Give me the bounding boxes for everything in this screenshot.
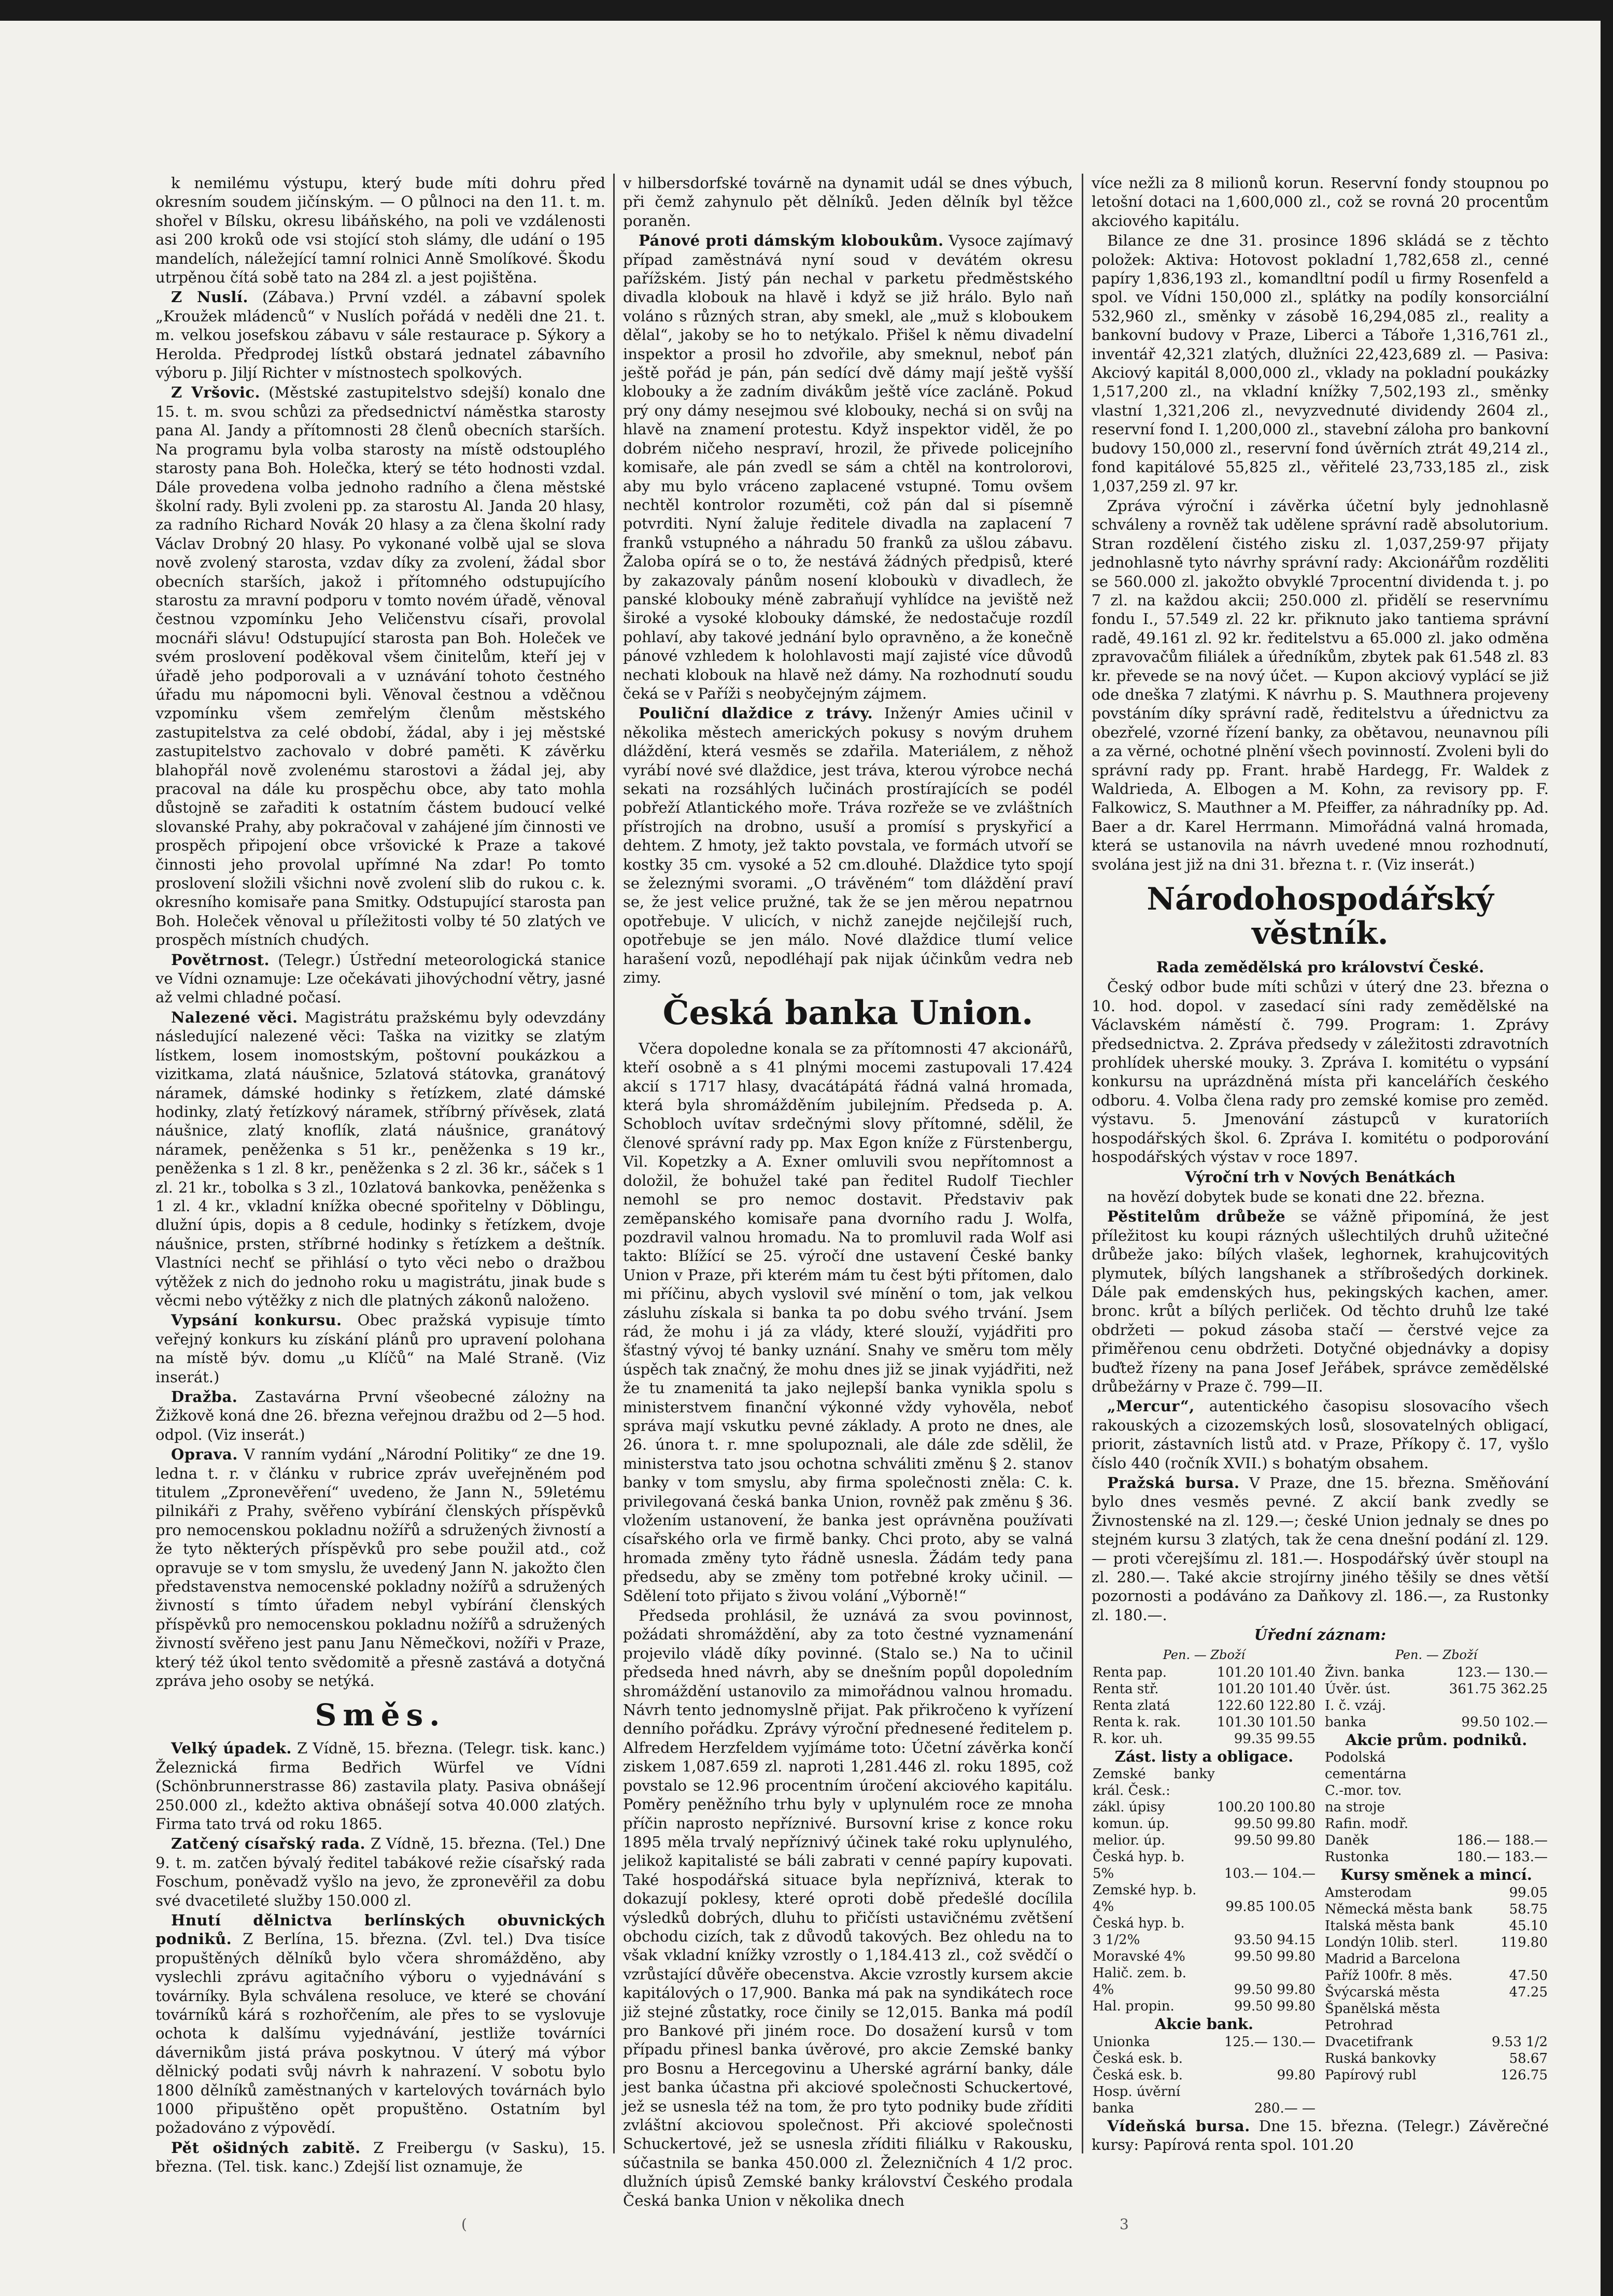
- article-title: Zatčený císařský rada.: [171, 1835, 366, 1853]
- article-paragraph: Zpráva výroční i závěrka účetní byly jednohlasně schváleny a rovněž tak udělene správní radě absolutorium. Stran rozdělení čistého zisku zl. 1,037,259·97 přijaty jednohlasně tyto návrhy správní rady: Akcionářům rozděliti se 560.000 zl. jakožto obvyklé 7procentní dividenda t. j. po 7 zl. na každou akcii; 250.000 zl. přidělí se reservnímu fondu I., 57.549 zl. 22 kr. přiknuto jako tantiema správní radě, 49.161 zl. 92 kr. ředitelstvu a 65.000 zl. jako odměna zpravovačům filiálek a úředníkům, zbytek pak 61.548 zl. 83 kr. převede se na nový účet. — Kupon akciový vyplácí se již ode dneška 7 zlatými. K návrhu p. S. Mauthnera projeveny povstáním díky správní radě, ředitelstvu a úřednictvu za obezřelé, vzorné řízení banky, za obětavou, neunavnou píli a za věrné, ochotné plnění všech povinností. Zvoleni byli do správní rady pp. Frant. hrabě Hardegg, Fr. Waldek z Waldrieda, A. Elbogen a M. Kohn, za revisory pp. F. Falkowicz, S. Mauthner a M. Pfeiffer, za náhradníky pp. Ad. Baer a dr. Karel Herrmann. Mimořádná valná hromada, která se ustanovila na návrh uvedené mnou rozhodnutí, svolána jest již na dni 31. března t. r. (Viz inserát.): [1092, 497, 1549, 873]
- table-row: [1324, 1799, 1549, 1816]
- column-rule: [613, 174, 615, 2153]
- row-value: [1455, 1799, 1549, 1816]
- row-label: I. č. vzáj.: [1325, 1698, 1386, 1714]
- row-label: Daněk: [1325, 1833, 1369, 1849]
- row-value: [1486, 2017, 1549, 2034]
- row-label: melior. úp.: [1093, 1833, 1166, 1849]
- column-header: Pen. — Zboží: [1163, 1647, 1246, 1662]
- row-value: 125.— 130.—: [1224, 2034, 1315, 2050]
- table-row: [1324, 1918, 1549, 1934]
- table-row: [1092, 1998, 1317, 2015]
- article-title: Velký úpadek.: [171, 1739, 292, 1758]
- row-value: 99.50 99.80: [1234, 1949, 1315, 1965]
- row-label: Papírový rubl: [1325, 2067, 1417, 2083]
- table-row: [1324, 2001, 1549, 2017]
- table-row: [1324, 1816, 1549, 1832]
- article-title: Pražská bursa.: [1107, 1474, 1240, 1492]
- table-row: [1324, 1849, 1549, 1865]
- row-value: [1486, 2001, 1549, 2017]
- row-label: Zemské hyp. b.: [1093, 1882, 1197, 1898]
- row-value: 123.— 130.—: [1456, 1665, 1548, 1681]
- row-value: [1204, 2084, 1317, 2100]
- row-label: komun. úp.: [1093, 1816, 1169, 1832]
- row-label: Moravské 4%: [1093, 1949, 1185, 1965]
- row-value: 99.50 99.80: [1234, 1999, 1315, 2015]
- table-row: [1092, 1832, 1317, 1849]
- article-paragraph: [1092, 2117, 1549, 2155]
- row-value: 99.50 99.80: [1234, 1982, 1315, 1998]
- article-paragraph: [155, 288, 605, 382]
- row-label: Renta pap.: [1093, 1665, 1167, 1681]
- row-label: Unionka: [1093, 2034, 1150, 2050]
- row-label: Paříž 100fr. 8 měs.: [1325, 1967, 1453, 1983]
- table-row: [1092, 1681, 1317, 1697]
- article-paragraph: [155, 1311, 605, 1386]
- article-title: Vypsání konkursu.: [171, 1311, 342, 1329]
- section-heading: Národohospodářský věstník.: [1147, 881, 1494, 952]
- article-paragraph: [155, 2138, 605, 2176]
- article-text: Z Vídně, 15. března. (Telegr. tisk. kanc.) Železnická firma Bedřich Würfel ve Vídni (Schönbrunnerstrasse 86) zastavila platy. Pasiva obnášejí 250.000 zl., kdežto aktiva obnášejí sotva 40.000 zlatých. Firma tato trvá od roku 1865.: [155, 1739, 605, 1833]
- article-title: Z Vršovic.: [171, 384, 261, 402]
- table-row: [1324, 1901, 1549, 1918]
- article-text: V Praze, dne 15. března. Směňování bylo dnes vesměs pevné. Z akcií bank zvedly se Živnostenské na zl. 129.—; české Union jednaly se dnes po stejném kursu 3 zlatých, tak že cena dnešní podání zl. 129.— proti včerejšímu zl. 181.—. Hospodářský úvěr stoupl na zl. 280.—. Také akcie strojírny jiného těšily se dnes větší pozornosti a podáváno za Daňkovy zl. 186.—, za Rustonky zl. 180.—.: [1092, 1474, 1549, 1624]
- article-paragraph: [155, 1387, 605, 1444]
- table-row: [1092, 1731, 1317, 1747]
- article-text: Zastavárna První všeobecné zálożny na Žižkově koná dne 26. března veřejnou dražbu od 2—5 hod. odpol. (Viz inserát.): [155, 1388, 606, 1443]
- row-label: Dvacetifrank: [1325, 2034, 1413, 2050]
- row-value: 99.05: [1509, 1884, 1548, 1901]
- article-text: Z Berlína, 15. března. (Zvl. tel.) Dva tisíce propuštěných dělníků bylo včera shromážděno, aby vyslechli zprávu agitačního výboru o vyjednávání s továrníky. Byla schválena resoluce, ve které se chování továrníků kárá s rozhořčením, ale přes to se vyslovuje ochota k dalšímu vyjednávání, jestliže továrníci dávernikům jistá práva poskytnou. V úterý má výbor dělnický podati svůj návrh k nahrazení. V sobotu bylo 1800 dělníků zaměstnaných v kartelových továrnách bylo 1000 připuštěno opět propuštěno. Ostatním byl požadováno z výpovědí.: [155, 1930, 605, 2137]
- row-value: [1216, 1882, 1317, 1898]
- table-row: [1324, 1984, 1549, 2001]
- group-heading: Zást. listy a obligace.: [1114, 1748, 1294, 1766]
- article-title: Vídeňská bursa.: [1107, 2117, 1250, 2135]
- table-row: [1092, 1766, 1317, 1799]
- page-footer: [155, 2216, 1552, 2257]
- row-label: Německá města bank: [1325, 1901, 1473, 1917]
- row-label: Renta zlatá: [1093, 1698, 1170, 1714]
- row-value: 126.75: [1501, 2067, 1548, 2083]
- row-label: Švýcarská města: [1325, 1984, 1440, 2000]
- table-row: [1324, 2034, 1549, 2050]
- table-row: [1324, 1951, 1549, 1967]
- row-label: Rafin. modř.: [1325, 1816, 1409, 1832]
- akc-table: [1092, 2034, 1317, 2117]
- bank-table: [1324, 1664, 1549, 1731]
- article-title: Pěstitelům drůbeže: [1107, 1208, 1286, 1226]
- article-paragraph: [155, 951, 605, 1007]
- row-label: 3 1/2%: [1093, 1932, 1140, 1948]
- column-header: Pen. — Zboží: [1395, 1647, 1478, 1662]
- article-text: Z Freibergu (v Sasku), 15. března. (Tel. tisk. kanc.) Zdejší list oznamuje, že: [155, 2138, 606, 2176]
- group-heading: Akcie bank.: [1154, 2015, 1254, 2033]
- article-paragraph: [623, 704, 1073, 987]
- row-label: Španělská města: [1325, 2001, 1440, 2017]
- table-row: [1092, 1865, 1317, 1882]
- subheading: Úřední záznam:: [1254, 1626, 1386, 1644]
- row-label: Podolská cementárna: [1325, 1750, 1407, 1782]
- row-label: Hal. propin.: [1093, 1999, 1175, 2015]
- row-value: 58.75: [1509, 1901, 1548, 1917]
- table-row: [1092, 1898, 1317, 1915]
- renta-table: [1092, 1664, 1317, 1747]
- table-row: [1324, 1714, 1549, 1731]
- footer-mark: 3: [1120, 2216, 1129, 2233]
- row-value: 280.— —: [1254, 2100, 1315, 2116]
- article-paragraph: [1092, 1397, 1549, 1472]
- article-paragraph: [155, 1834, 605, 1910]
- article-paragraph: Bilance ze dne 31. prosince 1896 skládá se z těchto položek: Aktiva: Hotovost pokladní 1,782,658 zl., cenné papíry 1,836,193 zl., komandltní podíl u firmy Rosenfeld a spol. ve Vídni 150,000 zl., splátky na podíly konsorciální 532,960 zl., směnky v zásobě 16,294,085 zl., reality a bankovní budovy v Praze, Liberci a Táboře 1,316,761 zl., inventář 42,321 zlatých, dlužníci 22,423,689 zl. — Pasiva: Akciový kapitál 8,000,000 zl., vklady na pokladní poukázky 1,517,200 zl., na vkladní knížky 7,502,193 zl., směnky vlastní 1,321,206 zl., nevyzvednuté dividendy 2604 zl., reservní fond I. 1,200,000 zl., stavební záloha pro bankovní budovy 150,000 zl., reservní fond úvěrních ztrát 49,214 zl., fond kapitálové 55,825 zl., věřitelé 23,733,185 zl., zisk 1,037,259 zl. 97 kr.: [1092, 232, 1549, 495]
- table-row: [1092, 1882, 1317, 1898]
- table-row: [1092, 2084, 1317, 2100]
- row-label: Petrohrad: [1325, 2017, 1393, 2033]
- table-row: [1324, 2017, 1549, 2034]
- row-value: 101.20 101.40: [1216, 1665, 1315, 1681]
- article-title: Z Nuslí.: [171, 288, 249, 306]
- footer-mark: (: [461, 2216, 467, 2233]
- row-label: zákl. úpisy: [1093, 1799, 1165, 1816]
- article-paragraph: [155, 1445, 605, 1690]
- article-title: Pět ošidných zabitě.: [171, 2138, 361, 2157]
- row-value: 180.— 183.—: [1456, 1849, 1548, 1865]
- row-value: 101.30 101.50: [1216, 1714, 1315, 1731]
- table-row: [1324, 1884, 1549, 1901]
- table-row: [1092, 2050, 1317, 2067]
- row-value: [1216, 1849, 1317, 1865]
- row-label: 4%: [1093, 1899, 1114, 1915]
- row-value: 119.80: [1501, 1934, 1548, 1950]
- article-title: Hnutí dělnictva berlínských obuvnických podniků.: [155, 1911, 605, 1948]
- table-row: [1092, 1816, 1317, 1832]
- article-paragraph: více nežli za 8 milionů korun. Reservní fondy stoupnou po letošní dotaci na 1,600,000 zl., což se rovná 20 procentům akciového kapitálu.: [1092, 174, 1549, 230]
- row-value: 47.25: [1509, 1984, 1548, 2000]
- article-paragraph: Včera dopoledne konala se za přítomnosti 47 akcionářů, kteří osobně a s 41 plnými mocemi zastupovali 17.424 akcií s 1717 hlasy, dvacátápátá řádná valná hromada, která byla shromážděním jubilejním. Předseda p. A. Schobloch uvítav srdečnými slovy přítomné, sdělil, že členové správní rady pp. Max Egon kníže z Fürstenbergu, Vil. Kopetzky a A. Exner omluvili svou nepřítomnost a doložil, že bohužel také pan ředitel Rudolf Tiechler nemohl se pro nemoc dostavit. Představiv pak zeměpanského komisaře pana dvorního radu J. Wolfa, pozdravil valnou hromadu. Na to promluvil rada Wolf asi takto: Blížící se 25. výročí dne ustavení České banky Union v Praze, při kterém mám tu čest býti přítomen, dalo mi příčinu, abych vyslovil své mínění o tom, jak velkou zásluhu získala si banka ta po dobu svého trvání. Jsem rád, že mohu i já za vlády, které slouží, vyjádřiti pro šťastný vývoj té banky uznání. Snahy ve směru tom měly úspěch tak značný, že mohu dnes již se jinak vyjádřiti, než že tu znamenitá ta jako nejlepší banka vynikla spolu s ministerstvem finanční výkonné vždy vyhověla, neboť správa mají vskutku pevné základy. A proto ne dnes, ale 26. února t. r. mne spolupoznali, ale dále zde sdělil, že ministerstva tato jsou ochotna schváliti změnu § 2. stanov banky v tom smyslu, aby firma společnosti zněla: C. k. privilegovaná česká banka Union, rovněž pak změnu § 36. vložením ustanovení, že banka jest oprávněna používati císařského orla ve firmě banky. Chci proto, aby se valná hromada změny tyto řádně usnesla. Žádám tedy pana předsedu, aby se změny tom potřebné kroky učinil. — Sdělení toto přijato s živou volání „Výborně!“: [623, 1039, 1073, 1605]
- row-label: R. kor. uh.: [1093, 1731, 1163, 1747]
- table-row: [1092, 2067, 1317, 2084]
- table-row: [1092, 1697, 1317, 1714]
- row-value: 186.— 188.—: [1456, 1833, 1548, 1849]
- row-value: [1216, 1965, 1317, 1981]
- table-row: [1092, 1948, 1317, 1965]
- row-label: Hosp. úvěrní: [1093, 2084, 1181, 2100]
- row-value: 100.20 100.80: [1216, 1799, 1315, 1816]
- article-text: autentického časopisu slosovacího všech rakouských a cizozemských losů, slosovatelných obligací, priorit, zástavních listů atd. v Praze, Příkopy č. 17, vyšlo číslo 440 (ročník XVII.) s bohatým obsahem.: [1092, 1397, 1549, 1472]
- group-heading: Akcie prům. podniků.: [1345, 1731, 1527, 1749]
- row-value: [1216, 1766, 1317, 1799]
- article-text: Magistrátu pražskému byly odevzdány následující nalezené věci: Taška na vizitky se zlatým lístkem, losem inomostským, poštovní poukázkou a vizitkama, zlatá náušnice, 5zlatová státovka, granátový náramek, dámské hodinky s řetízkem, zlaté dámské hodinky, zlatý řetízkový náramek, stříbrný přívěsek, zlatá náušnice, zlatý knoflík, zlatá náušnice, granátový náramek, peněženka s 51 kr., peněženka s 19 kr., peněženka s 1 zl. 8 kr., peněženka s 2 zl. 36 kr., sáček s 1 zl. 21 kr., tobolka s 3 zl., 10zlatová bankovka, peněženka s 1 zl. 4 kr., vkladní knížka obecné spořitelny v Döblingu, dlužní úpis, dopis a 8 cedule, hodinky s řetízkem, dvoje náušnice, prsten, stříbrné hodinky s řetízkem a deštník. Vlastníci nechť se přihlásí o tyto věci nebo o dražbou výtěžek z nich do jednoho roku u magistrátu, jinak bude s věcmi nebo výtěžky z nich dle platných zákonů naloženo.: [155, 1008, 606, 1309]
- table-row: [1092, 1915, 1317, 1932]
- row-label: Renta stř.: [1093, 1681, 1159, 1697]
- article-text: Vysoce zajímavý případ zaměstnává nyní soud v devátém okresu pařížském. Jistý pán nechal v parketu předměstského divadla klobouk na hlavě i když se již hrálo. Bylo naň voláno s různých stran, aby smekl, ale „muž s kloboukem dělal“, jakoby se ho to netýkalo. Přišel k němu divadelní inspektor a prosil ho zdvořile, aby smeknul, neboť pán ještě pořád je pán, pán sedící dvě dámy mají ještě vyšší klobouky a že zadním divákům ještě více zacláně. Pokud prý ony dámy nesejmou své klobouky, nechá si on svůj na hlavě na znamení protestu. Když inspektor viděl, že po dobrém ničeho nespraví, hrozil, že přivede policejního komisaře, ale pán zvedl se sám a chtěl na kontrolorovi, aby mu bylo vráceno zaplacené vstupné. Tomu ovšem nechtěl kontrolor rozuměti, což pán dal si písemně potvrditi. Nyní žaluje ředitele divadla na zaplacení 7 franků vstupného a náhradu 50 franků za ušlou zábavu. Žaloba opírá se o to, že nestává žádných předpisů, které by zakazovaly pánům nosení kloboukù v divadlech, že panské klobouky méně zabraňují vyhlídce na jeviště než široké a vysoké klobouky dámské, že nedostačuje rozdíl pohlaví, aby takové jednání bylo opravněno, a že konečně pánové vzhledem k holohlavosti mají zajisté více důvodů nechati klobouk na hlavě než dámy. Na rozhodnutí soudu čeká se v Paříži s neobyčejným zájmem.: [623, 232, 1073, 702]
- article-text: V ranním vydání „Národní Politiky“ ze dne 19. ledna t. r. v článku v rubrice zpráv uveřejněném pod titulem „Zpronevěření“ uvedeno, že Jann N., 59letému pilnikáři z Prahy, svěřeno vybírání členských příspěvků pro nemocenskou pokladnu nožířů a sdružených živností a že tyto některých příspěvků pro sebe použil atd., což opravuje se v tom smyslu, že uvedený Jann N. jakožto člen představenstva nemocenské pokladny nožířů a sdružených živností s tímto úřadem nebyl vybírání členských příspěvků pro nemocenskou pokladnu nožířů a sdružených živností svěřeno jest panu Janu Němečkovi, nožíři v Praze, který též úkol tento svědomitě a přesně zastává a dotyčná zpráva jeho osoby se netýká.: [155, 1445, 606, 1690]
- table-row: [1092, 2100, 1317, 2117]
- article-paragraph: [1092, 1473, 1549, 1624]
- row-label: Zemské banky král. Česk.:: [1093, 1766, 1215, 1799]
- table-row: [1092, 1965, 1317, 1981]
- row-value: [1455, 1816, 1549, 1832]
- table-row: [1324, 1681, 1549, 1697]
- row-value: [1455, 1782, 1549, 1799]
- row-label: Rustonka: [1325, 1849, 1389, 1865]
- article-text: Z Vídně, 15. března. (Tel.) Dne 9. t. m. zatčen bývalý ředitel tabákové režie císařský rada Foschum, poněvadž vyšlo na jevo, že zpronevěřil za dobu své dvacetileté služby 150.000 zl.: [155, 1835, 606, 1909]
- article-paragraph: [1092, 1207, 1549, 1396]
- row-value: 122.60 122.80: [1216, 1698, 1315, 1714]
- table-row: [1324, 1832, 1549, 1849]
- table-row: [1324, 1664, 1549, 1681]
- stock-tables: [1092, 1646, 1549, 2117]
- row-value: 9.53 1/2: [1492, 2034, 1548, 2050]
- row-value: [1204, 2050, 1317, 2067]
- row-value: 103.— 104.—: [1224, 1866, 1315, 1882]
- article-paragraph: [155, 1008, 605, 1310]
- article-paragraph: [155, 383, 605, 949]
- row-value: [1486, 1951, 1549, 1967]
- row-value: 99.35 99.55: [1234, 1731, 1315, 1747]
- row-label: Česká hyp. b.: [1093, 1916, 1185, 1932]
- article-text: Inženýr Amies učinil v několika městech amerických pokusy s novým druhem dláždění, která vesměs se zdařila. Materiálem, z něhož vyrábí nové své dlaždice, jest tráva, kterou výrobce nechá sekati na rozsáhlých lučinách prostírajících se podél pobřeží Atlantického moře. Tráva rozřeže se ve zvláštních přístrojích na drobno, usuší a promísí s pryskyřicí a dehtem. Z hmoty, jež takto povstala, ve formách utvoří se kostky 35 cm. vysoké a 52 cm.dlouhé. Dlaždice tyto spojí se železnými svorami. „O trávěném“ tom dláždění praví se, že jest velice pružné, tak že se jen měrou nepatrnou opotřebuje. V ulicích, v nichž zanejde nejčilejší ruch, opotřebuje se jen málo. Nové dlaždice tlumí velice harašení vozů, nepodléhají pak nijak účinkům vedra neb zimy.: [623, 704, 1073, 987]
- article-paragraph: na hovězí dobytek bude se konati dne 22. března.: [1107, 1187, 1485, 1206]
- table-row: [1092, 1799, 1317, 1816]
- article-title: Pouliční dlaždice z trávy.: [639, 704, 873, 722]
- table-row: [1324, 1934, 1549, 1951]
- table-row: [1324, 2050, 1549, 2067]
- row-value: [1455, 1749, 1549, 1782]
- table-row: [1092, 1849, 1317, 1865]
- row-value: 99.85 100.05: [1225, 1899, 1315, 1915]
- row-label: banka: [1325, 1714, 1367, 1731]
- stock-table-left: [1092, 1646, 1317, 2117]
- article-paragraph: [623, 231, 1073, 703]
- row-label: Živn. banka: [1325, 1665, 1405, 1681]
- table-row: [1324, 1967, 1549, 1984]
- article-paragraph: Český odbor bude míti schůzi v úterý dne 23. března o 10. hod. dopol. v zasedací síni rady zemědělské na Václavském náměstí č. 799. Program: 1. Zprávy předsednictva. 2. Zpráva předsedy v záležitosti zdravotních prohlídek uherské mouky. 3. Zpráva I. komitétu o vypsání konkursu na uprázdněná místa při kancelářích českého odboru. 4. Volba člena rady pro zemské komise pro zeměd. výstavu. 5. Jmenování zástupců v kuratoriích hospodářských škol. 6. Zpráva I. komitétu o podporování hospodářských výstav v roce 1897.: [1092, 978, 1549, 1166]
- table-row: [1092, 1714, 1317, 1731]
- article-paragraph: v hilbersdorfské továrně na dynamit udál se dnes výbuch, při čemž zahynulo pět dělníků. Jeden dělník byl těžce poraněn.: [623, 174, 1073, 230]
- row-label: Italská města bank: [1325, 1918, 1454, 1934]
- zast-table: [1092, 1766, 1317, 2015]
- article-text: Dne 15. března. (Telegr.) Závěrečné kursy: Papírová renta spol. 101.20: [1092, 2117, 1549, 2154]
- section-heading: Česká banka Union.: [662, 994, 1034, 1033]
- row-value: 361.75 362.25: [1449, 1681, 1548, 1697]
- row-label: Česká esk. b.: [1093, 2050, 1183, 2066]
- row-label: Česká esk. b.: [1093, 2067, 1183, 2083]
- prum-table: [1324, 1749, 1549, 1865]
- group-heading: Kursy směnek a mincí.: [1340, 1866, 1532, 1884]
- table-row: [1092, 2034, 1317, 2050]
- subheading: Rada zemědělská pro království České.: [1156, 958, 1484, 976]
- column-rule: [1082, 174, 1083, 2153]
- row-label: 4%: [1093, 1982, 1114, 1998]
- row-label: Ruská bankovky: [1325, 2050, 1436, 2066]
- row-label: Úvěr. úst.: [1325, 1681, 1391, 1697]
- row-value: 99.50 99.80: [1234, 1833, 1315, 1849]
- article-title: „Mercur“,: [1107, 1397, 1195, 1415]
- column-right: [1092, 174, 1549, 2156]
- table-row: [1092, 1981, 1317, 1998]
- column-middle: [623, 174, 1073, 2211]
- article-title: Dražba.: [171, 1388, 238, 1406]
- scan-edge-right: [1601, 0, 1613, 2296]
- article-title: Povětrnost.: [171, 951, 270, 969]
- article-title: Oprava.: [171, 1445, 238, 1464]
- row-value: 58.67: [1509, 2050, 1548, 2066]
- row-value: 101.20 101.40: [1216, 1681, 1315, 1697]
- article-paragraph: k nemilému výstupu, který bude míti dohru před okresním soudem jičínským. — O půlnoci na den 11. t. m. shořel v Bílsku, okresu libáňského, na poli ve vzdálenosti asi 200 kroků ode vsi stojící stoh slámy, dle udání o 195 mandelích, náležející tamní rolnici Anně Smolíkové. Škodu utrpěnou čítá sobě tato na 284 zl. a jest pojištěna.: [155, 174, 605, 287]
- table-row: [1092, 1932, 1317, 1948]
- row-label: Londýn 10lib. sterl.: [1325, 1934, 1459, 1950]
- row-label: 5%: [1093, 1866, 1114, 1882]
- section-heading: Směs.: [315, 1697, 446, 1733]
- article-paragraph: [155, 1739, 605, 1833]
- row-label: banka: [1093, 2100, 1135, 2116]
- article-text: Obec pražská vypisuje tímto veřejný konkurs ku získání plánů pro upravení polohana na místě býv. domu „u Klíčů“ na Malé Straně. (Viz inserát.): [155, 1311, 606, 1386]
- stock-table-right: [1324, 1646, 1549, 2117]
- table-row: [1324, 1782, 1549, 1799]
- row-label: Česká hyp. b.: [1093, 1849, 1185, 1865]
- column-left: [155, 174, 605, 2177]
- table-row: [1324, 1697, 1549, 1714]
- row-value: [1216, 1915, 1317, 1932]
- row-value: 47.50: [1509, 1967, 1548, 1983]
- scan-edge-top: [0, 0, 1613, 21]
- table-row: [1324, 1749, 1549, 1782]
- row-label: na stroje: [1325, 1799, 1385, 1816]
- row-value: 93.50 94.15: [1234, 1932, 1315, 1948]
- article-title: Pánové proti dámským kloboukům.: [639, 232, 944, 250]
- row-value: 99.80: [1277, 2067, 1315, 2083]
- article-text: (Telegr.) Ústřední meteorologická stanice ve Vídni oznamuje: Lze očekávati jihovýchodní větry, jasné až velmi chladné počasí.: [155, 951, 605, 1007]
- table-row: [1092, 1664, 1317, 1681]
- row-value: 45.10: [1509, 1918, 1548, 1934]
- row-label: Halič. zem. b.: [1093, 1965, 1187, 1981]
- row-value: 99.50 99.80: [1234, 1816, 1315, 1832]
- row-value: 99.50 102.—: [1461, 1714, 1548, 1731]
- article-text: se vážně připomíná, že jest příležitost ku koupi rázných ušlechtilých druhů užitečné drůbeže jako: bílých vlašek, leghornek, krahujcovitých plymutek, bílých langshanek a stříbrošedých dorkinek. Dále pak emdenských hus, pekingských kachen, amer. bronc. krůt a bílých perliček. Od těchto druhů lze také obdržeti — pokud zásoba stačí — čerstvé vejce za přiměřenou cenu obdržeti. Dotyčné objednávky a dopisy buďtež řízeny na pana Josef Jeřábek, správce zemědělské drůbežárny v Praze č. 799—II.: [1092, 1208, 1549, 1395]
- table-row: [1324, 2067, 1549, 2084]
- subheading: Výroční trh v Nových Benátkách: [1185, 1168, 1455, 1186]
- article-title: Nalezené věci.: [171, 1008, 298, 1026]
- kurs-table: [1324, 1884, 1549, 2084]
- article-paragraph: Předseda prohlásil, že uznává za svou povinnost, požádati shromáždění, aby za toto čestné vyznamenání projevilo vládě díky povinné. (Stalo se.) Na to učinil předseda hned návrh, aby se dnešním popůl dopoledním shromáždění ustanovilo za mimořádnou valnou hromadu. Návrh tento jednomyslně přijat. Pak přikročeno k vyřízení denního pořádku. Zprávy výroční přednesené ředitelem p. Alfredem Herzfeldem vyjímáme toto: Účetní závěrka končí ziskem 1,087.659 zl. naproti 1,281.446 zl. roku 1895, což povstalo se 12.96 procentním úročení akciového kapitálu. Poměry peněžního trhu byly v uplynulém roce ze mnoha příčin naprosto nepříznivé. Bursovní krise z konce roku 1895 měla trvalý nepříznivý účinek také roku uplynulého, jelikož kapitalisté se báli zabrati v cenné papíry kupovati. Také hospodářská situace byla nepříznivá, kterak to dokazují poklesy, které oproti době předešlé docílila výsledků dobrých, dluhu to přičísti ustavičnému zvětšení obchodu cizích, tak z důvodů takových. Bez ohledu na to však vkladní knížky vzrostly o 1,184.413 zl., což svědčí o vzrůstající důvěře obecenstva. Akcie vzrostly kursem akcie kapitálových o 17,900. Banka má pak na syndikátech roce již stejné zůstatky, roce činily se 12,015. Banka má podíl pro Bankové při jiném roce. Do dosažení kursů v tom případu přinesl banka úvěrové, pro akcie Zemské banky pro Bosnu a Hercegovinu a Uherské agrární banky, dále jest banka účastna při akciové společnosti Schuckertové, jež se usnesla též na tom, že pro tyto podniky bude zříditi zvláštní akciovou společnost. Při akciové společnosti Schuckertové, jež se usnesla zříditi filiálku v Rakousku, súčastnila se banka 450.000 zl. Železničních 4 1/2 proc. dlužních úpisů Zemské banky království Českého prodala Česká banka Union v několika dnech: [623, 1607, 1073, 2209]
- row-label: Renta k. rak.: [1093, 1714, 1181, 1731]
- newspaper-page: [155, 174, 1552, 2233]
- row-value: [1425, 1697, 1549, 1714]
- article-paragraph: [155, 1911, 605, 2137]
- article-text: (Zábava.) První vzdél. a zábavní spolek „Kroužek mládenců“ v Nuslích pořádá v neděli dne 21. t. m. velkou josefskou zábavu v sále restaurace p. Sýkory a Herolda. Předprodej lístků obstará jednatel zábavního výboru p. Jiljí Richter v místnostech spolkových.: [155, 288, 605, 382]
- row-label: Amsterodam: [1325, 1884, 1412, 1901]
- row-label: Madrid a Barcelona: [1325, 1951, 1461, 1967]
- row-label: C.-mor. tov.: [1325, 1783, 1402, 1799]
- article-text: (Městské zastupitelstvo sdejší) konalo dne 15. t. m. svou schůzi za předsednictví náměstka starosty pana Al. Jandy a přítomnosti 28 členů obecních starších. Na programu byla volba starosty na místě odstouplého starosty pana Boh. Holečka, který se této hodnosti vzdal. Dále provedena volba jednoho radního a člena městské školní rady. Byli zvoleni pp. za starostu Al. Janda 20 hlasy, za radního Richard Novák 20 hlasy a za člena školní rady Václav Drobný 20 hlasy. Po vykonané volbě ujal se slova nově zvolený starosta, vzdav díky za zvolení, žádal sbor obecních starších, jakož i přítomného odstupujícího starostu za mravní podporu v tomto novém úřadě, věnoval čestnou vzpomínku Jeho Veličenstvu císaři, provolal mocnáři slávu! Odstupující starosta pan Boh. Holeček ve svém proslovení poděkoval všem činitelům, kteří jej v úřadě jeho podporovali a v uznávání tohoto čestného úřadu mu nápomocni byli. Věnoval čestnou a vděčnou vzpomínku všem zemřelým členům městského zastupitelstva za celé období, žádal, aby i jej městské zastupitelstvo zachovalo v dobré paměti. K závěrku blahopřál nově zvolenému starostovi a žádal jej, aby pracoval na dále ku prospěchu obce, aby tato mohla důstojně se zařaditi k ostatním částem budoucí velké slovanské Prahy, aby pokračoval v zahájené jím činnosti ve prospěch připojení obce vršovické k Praze a takové činnosti jeho provolal upřímné Na zdar! Po tomto proslovení složili všichni nově zvolení slib do rukou c. k. okresního komisaře pana Smitky. Odstupující starosta pan Boh. Holeček věnoval u příležitosti volby té 50 zlatých ve prospěch místních chudých.: [155, 384, 606, 949]
